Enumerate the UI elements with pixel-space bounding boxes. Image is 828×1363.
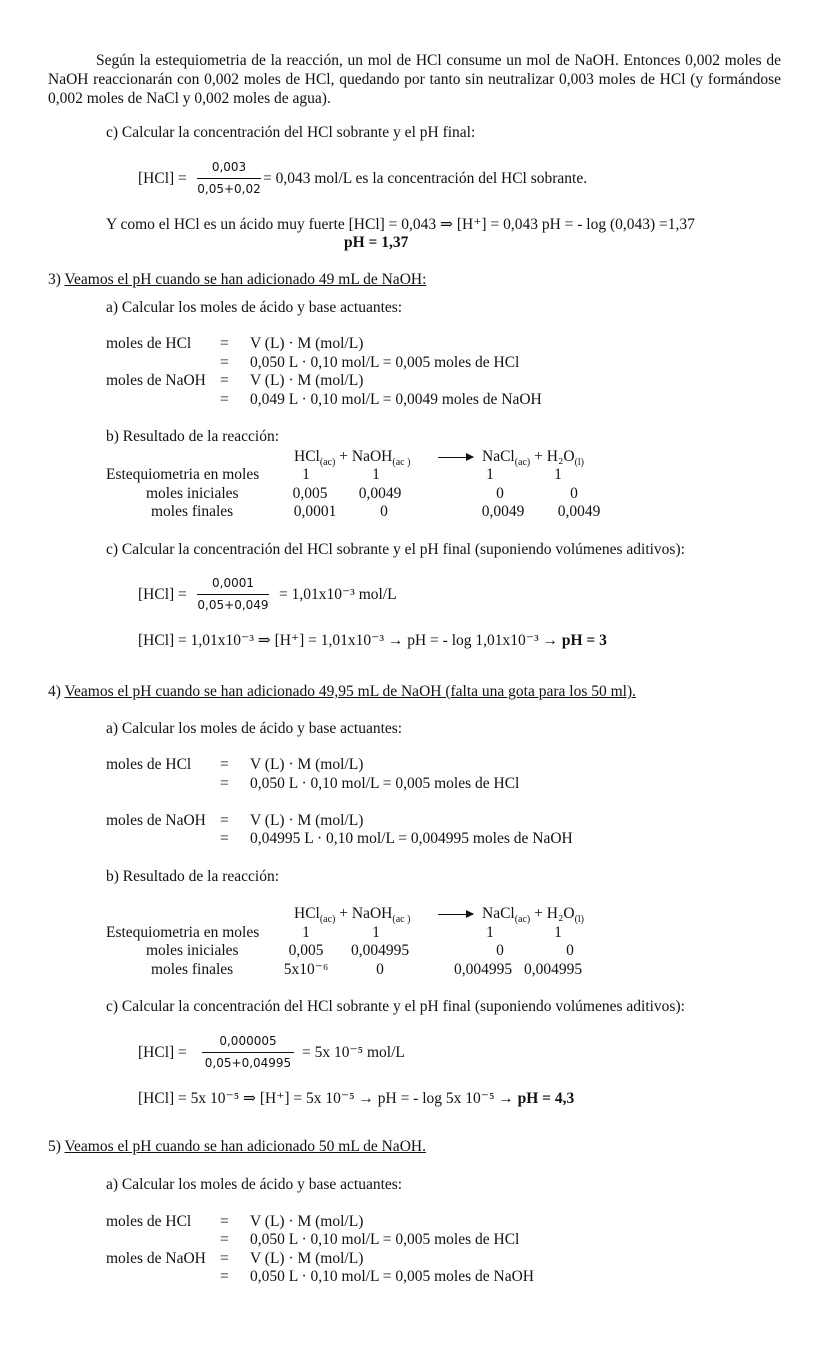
equals-sign: = xyxy=(220,1250,229,1267)
reactant-hcl: HCl xyxy=(294,905,320,922)
state-ac: (ac ) xyxy=(392,914,411,926)
hcl-value: 0,050 L · 0,10 mol/L = 0,005 moles de HCl xyxy=(250,1231,520,1248)
part-b-heading: b) Resultado de la reacción: xyxy=(106,428,280,445)
product-h2o: H₂O xyxy=(546,905,575,922)
table-cell: 0,005 xyxy=(288,942,324,959)
fraction-numerator: 0,0001 xyxy=(197,576,269,595)
fraction-denominator: 0,05+0,049 xyxy=(197,598,269,612)
part-b-heading: b) Resultado de la reacción: xyxy=(106,868,280,885)
naoh-value: 0,050 L · 0,10 mol/L = 0,005 moles de NaOH xyxy=(250,1268,534,1285)
table-cell: 0 xyxy=(570,485,578,502)
table-cell: 0 xyxy=(376,961,384,978)
equals-sign: = xyxy=(220,775,229,792)
row-label: Estequiometria en moles xyxy=(106,466,260,483)
fraction-denominator: 0,05+0,02 xyxy=(197,182,261,196)
part-c-heading: c) Calcular la concentración del HCl sobrante y el pH final: xyxy=(106,124,476,141)
table-cell: 0,004995 xyxy=(453,961,513,978)
part-c-heading: c) Calcular la concentración del HCl sobrante y el pH final (suponiendo volúmenes aditivos): xyxy=(106,998,685,1015)
equals-sign: = xyxy=(220,391,229,408)
ph-final-line xyxy=(138,1090,574,1108)
part-a-heading: a) Calcular los moles de ácido y base actuantes: xyxy=(106,1176,403,1193)
table-cell: 5x10⁻⁶ xyxy=(283,961,329,978)
naoh-formula: V (L) · M (mol/L) xyxy=(250,372,364,389)
state-ac: (ac) xyxy=(319,914,336,926)
table-cell: 0,0049 xyxy=(481,503,525,520)
fraction xyxy=(202,1034,294,1071)
naoh-formula: V (L) · M (mol/L) xyxy=(250,812,364,829)
table-cell: 0 xyxy=(496,942,504,959)
moles-hcl-label: moles de HCl xyxy=(106,335,192,352)
reaction-products xyxy=(482,905,585,926)
part-c-heading: c) Calcular la concentración del HCl sobrante y el pH final (suponiendo volúmenes aditivos): xyxy=(106,541,685,558)
frac-lhs: [HCl] = xyxy=(138,1044,187,1061)
fraction-numerator: 0,000005 xyxy=(202,1034,294,1053)
ph-calculation: [HCl] = 1,01x10⁻³ ⇒ [H⁺] = 1,01x10⁻³ → pH = - log 1,01x10⁻³ → xyxy=(138,632,562,649)
table-cell: 0 xyxy=(566,942,574,959)
intro-paragraph: Según la estequiometria de la reacción, un mol de HCl consume un mol de NaOH. Entonces 0,002 moles de NaOH reaccionarán con 0,002 moles de HCl, quedando por tanto sin neutralizar 0,003 moles de HCl (y formándose 0,002 moles de NaCl y 0,002 moles de agua). xyxy=(48,52,781,107)
section-number: 5) xyxy=(48,1138,61,1155)
hcl-value: 0,050 L · 0,10 mol/L = 0,005 moles de HCl xyxy=(250,775,520,792)
table-cell: 0 xyxy=(380,503,388,520)
ph-result: pH = 3 xyxy=(561,632,607,649)
reactant-naoh: NaOH xyxy=(351,448,393,465)
product-nacl: NaCl xyxy=(482,448,515,465)
state-ac: (ac ) xyxy=(392,457,411,469)
row-label: moles iniciales xyxy=(146,485,239,502)
strong-acid-line: Y como el HCl es un ácido muy fuerte [HCl] = 0,043 ⇒ [H⁺] = 0,043 pH = - log (0,043) =1,37 xyxy=(106,216,695,233)
naoh-formula: V (L) · M (mol/L) xyxy=(250,1250,364,1267)
table-cell: 1 xyxy=(372,924,380,941)
equals-sign: = xyxy=(220,812,229,829)
table-cell: 0,0001 xyxy=(293,503,337,520)
table-cell: 1 xyxy=(302,466,310,483)
equals-sign: = xyxy=(220,1213,229,1230)
equals-sign: = xyxy=(220,1231,229,1248)
fraction xyxy=(197,576,269,613)
fraction-result: = 1,01x10⁻³ mol/L xyxy=(279,586,397,603)
row-label: Estequiometria en moles xyxy=(106,924,260,941)
section-3-title xyxy=(48,271,426,289)
fraction-result: = 0,043 mol/L es la concentración del HCl sobrante. xyxy=(263,170,588,187)
table-cell: 0,005 xyxy=(292,485,328,502)
reaction-reactants xyxy=(294,905,411,926)
moles-naoh-label: moles de NaOH xyxy=(106,372,206,389)
plus-sign: + xyxy=(339,905,349,922)
naoh-value: 0,04995 L · 0,10 mol/L = 0,004995 moles de NaOH xyxy=(250,830,573,847)
section-title-text: Veamos el pH cuando se han adicionado 50 mL de NaOH. xyxy=(64,1138,426,1155)
moles-hcl-label: moles de HCl xyxy=(106,1213,192,1230)
hcl-formula: V (L) · M (mol/L) xyxy=(250,756,364,773)
section-title-text: Veamos el pH cuando se han adicionado 49,95 mL de NaOH (falta una gota para los 50 ml). xyxy=(64,683,636,700)
equals-sign: = xyxy=(220,335,229,352)
reactant-naoh: NaOH xyxy=(351,905,393,922)
table-cell: 1 xyxy=(486,924,494,941)
plus-sign: + xyxy=(534,905,543,922)
frac-lhs: [HCl] = xyxy=(138,586,187,603)
table-cell: 0,0049 xyxy=(358,485,402,502)
state-l: (l) xyxy=(574,914,585,926)
plus-sign: + xyxy=(339,448,349,465)
table-cell: 1 xyxy=(554,466,562,483)
moles-hcl-label: moles de HCl xyxy=(106,756,192,773)
ph-calculation: [HCl] = 5x 10⁻⁵ ⇒ [H⁺] = 5x 10⁻⁵ → pH = - log 5x 10⁻⁵ → xyxy=(138,1090,518,1107)
hcl-formula: V (L) · M (mol/L) xyxy=(250,335,364,352)
state-l: (l) xyxy=(574,457,585,469)
section-title-text: Veamos el pH cuando se han adicionado 49 mL de NaOH: xyxy=(64,271,427,288)
table-cell: 1 xyxy=(302,924,310,941)
fraction-numerator: 0,003 xyxy=(197,160,261,179)
ph-final-line xyxy=(138,632,607,650)
fraction-denominator: 0,05+0,04995 xyxy=(204,1056,292,1070)
table-cell: 0 xyxy=(496,485,504,502)
ph-result: pH = 4,3 xyxy=(517,1090,575,1107)
equals-sign: = xyxy=(220,830,229,847)
state-ac: (ac) xyxy=(514,457,531,469)
table-cell: 0,004995 xyxy=(350,942,410,959)
equals-sign: = xyxy=(220,756,229,773)
section-number: 3) xyxy=(48,271,61,288)
table-cell: 1 xyxy=(486,466,494,483)
moles-naoh-label: moles de NaOH xyxy=(106,1250,206,1267)
fraction xyxy=(197,160,261,197)
table-cell: 0,004995 xyxy=(523,961,583,978)
section-4-title xyxy=(48,683,636,701)
naoh-value: 0,049 L · 0,10 mol/L = 0,0049 moles de NaOH xyxy=(250,391,542,408)
reactant-hcl: HCl xyxy=(294,448,320,465)
reaction-products xyxy=(482,448,585,469)
row-label: moles finales xyxy=(151,503,234,520)
reaction-reactants xyxy=(294,448,411,469)
section-number: 4) xyxy=(48,683,61,700)
table-cell: 1 xyxy=(554,924,562,941)
table-cell: 0,0049 xyxy=(557,503,601,520)
table-cell: 1 xyxy=(372,466,380,483)
row-label: moles finales xyxy=(151,961,234,978)
section-5-title xyxy=(48,1138,426,1156)
part-a-heading: a) Calcular los moles de ácido y base actuantes: xyxy=(106,299,403,316)
product-h2o: H₂O xyxy=(546,448,575,465)
state-ac: (ac) xyxy=(319,457,336,469)
row-label: moles iniciales xyxy=(146,942,239,959)
equals-sign: = xyxy=(220,354,229,371)
fraction-result: = 5x 10⁻⁵ mol/L xyxy=(302,1044,405,1061)
state-ac: (ac) xyxy=(514,914,531,926)
hcl-formula: V (L) · M (mol/L) xyxy=(250,1213,364,1230)
reaction-arrow xyxy=(438,914,473,915)
hcl-value: 0,050 L · 0,10 mol/L = 0,005 moles de HCl xyxy=(250,354,520,371)
equals-sign: = xyxy=(220,1268,229,1285)
product-nacl: NaCl xyxy=(482,905,515,922)
moles-naoh-label: moles de NaOH xyxy=(106,812,206,829)
frac-lhs: [HCl] = xyxy=(138,170,187,187)
plus-sign: + xyxy=(534,448,543,465)
reaction-arrow xyxy=(438,457,473,458)
part-a-heading: a) Calcular los moles de ácido y base actuantes: xyxy=(106,720,403,737)
ph-result: pH = 1,37 xyxy=(344,234,409,251)
equals-sign: = xyxy=(220,372,229,389)
